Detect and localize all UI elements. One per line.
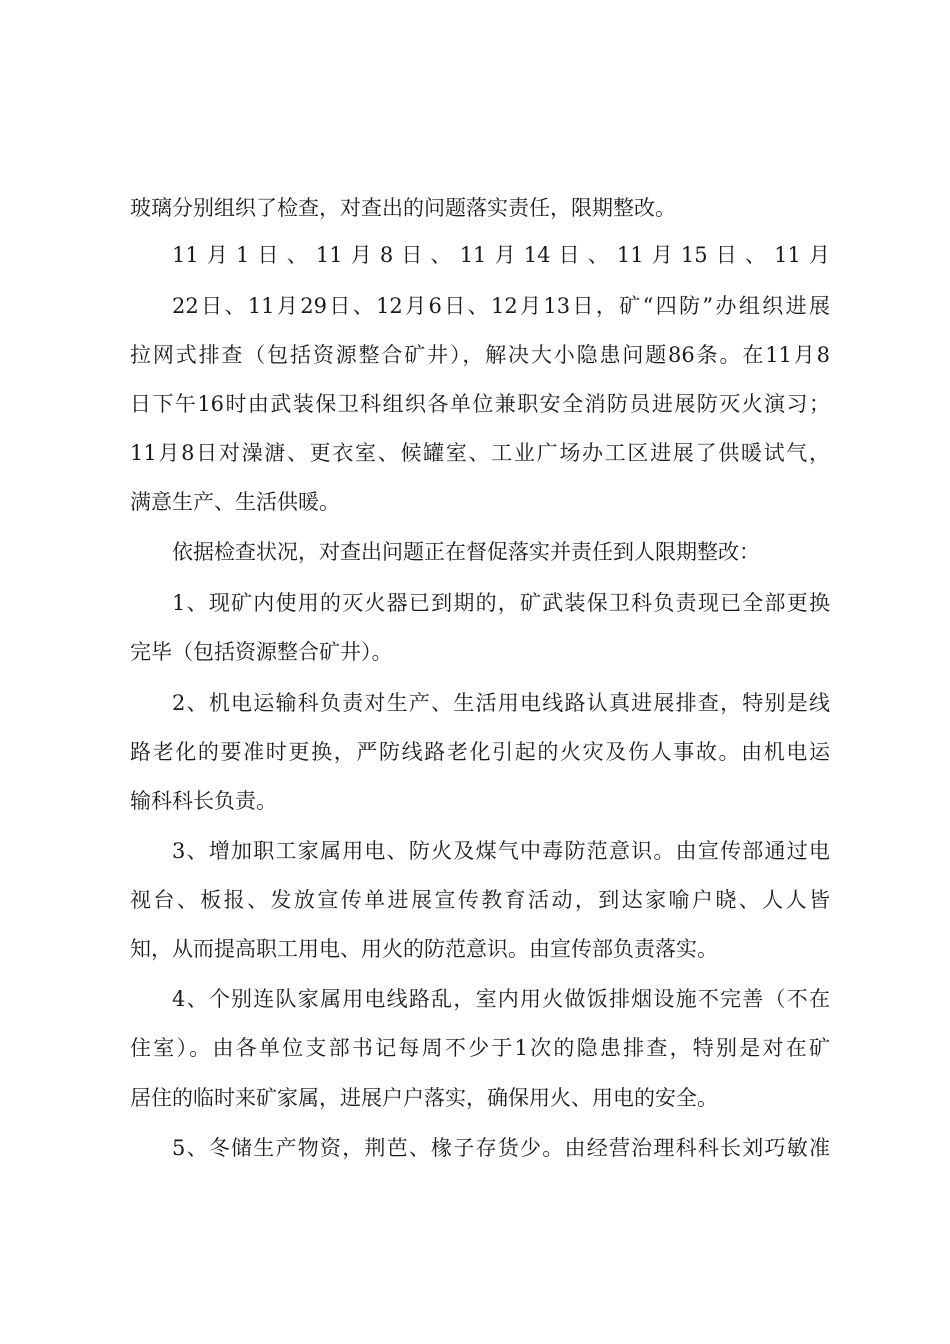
text-line-2: 11月1日、11月8日、11月14日、11月15日、11月 bbox=[172, 243, 830, 267]
text-line-9: 1、现矿内使用的灭火器已到期的，矿武装保卫科负责现已全部更换 bbox=[172, 591, 830, 615]
text-line-6: 11月8日对澡溏、更衣室、候罐室、工业广场办工区进展了供暖试气， bbox=[130, 441, 830, 465]
text-line-19: 居住的临时来矿家属，进展户户落实，确保用火、用电的安全。 bbox=[130, 1086, 718, 1110]
text-line-10: 完毕（包括资源整合矿井）。 bbox=[130, 640, 393, 664]
text-line-17: 4、个别连队家属用电线路乱，室内用火做饭排烟设施不完善（不在 bbox=[172, 987, 830, 1011]
text-line-3: 22日、11月29日、12月6日、12月13日，矿“四防”办组织进展 bbox=[172, 294, 830, 318]
text-line-15: 视台、板报、发放宣传单进展宣传教育活动，到达家喻户晓、人人皆 bbox=[130, 888, 830, 912]
text-line-12: 路老化的要准时更换，严防线路老化引起的火灾及伤人事故。由机电运 bbox=[130, 740, 830, 764]
text-line-5: 日下午16时由武装保卫科组织各单位兼职安全消防员进展防灭火演习； bbox=[130, 392, 830, 416]
text-line-11: 2、机电运输科负责对生产、生活用电线路认真进展排查，特别是线 bbox=[172, 691, 830, 715]
text-line-8: 依据检查状况，对查出问题正在督促落实并责任到人限期整改： bbox=[172, 540, 760, 564]
text-line-4: 拉网式排查（包括资源整合矿井），解决大小隐患问题86条。在11月8 bbox=[130, 343, 830, 367]
text-line-16: 知，从而提高职工用电、用火的防范意识。由宣传部负责落实。 bbox=[130, 937, 718, 961]
text-line-20: 5、冬储生产物资，荆芭、椽子存货少。由经营治理科科长刘巧敏准 bbox=[172, 1136, 830, 1160]
text-line-7: 满意生产、生活供暖。 bbox=[130, 490, 340, 514]
text-line-1: 玻璃分别组织了检查，对查出的问题落实责任，限期整改。 bbox=[130, 196, 676, 220]
text-line-18: 住室）。由各单位支部书记每周不少于1次的隐患排查，特别是对在矿 bbox=[130, 1036, 830, 1060]
text-line-14: 3、增加职工家属用电、防火及煤气中毒防范意识。由宣传部通过电 bbox=[172, 839, 830, 863]
text-line-13: 输科科长负责。 bbox=[130, 789, 277, 813]
